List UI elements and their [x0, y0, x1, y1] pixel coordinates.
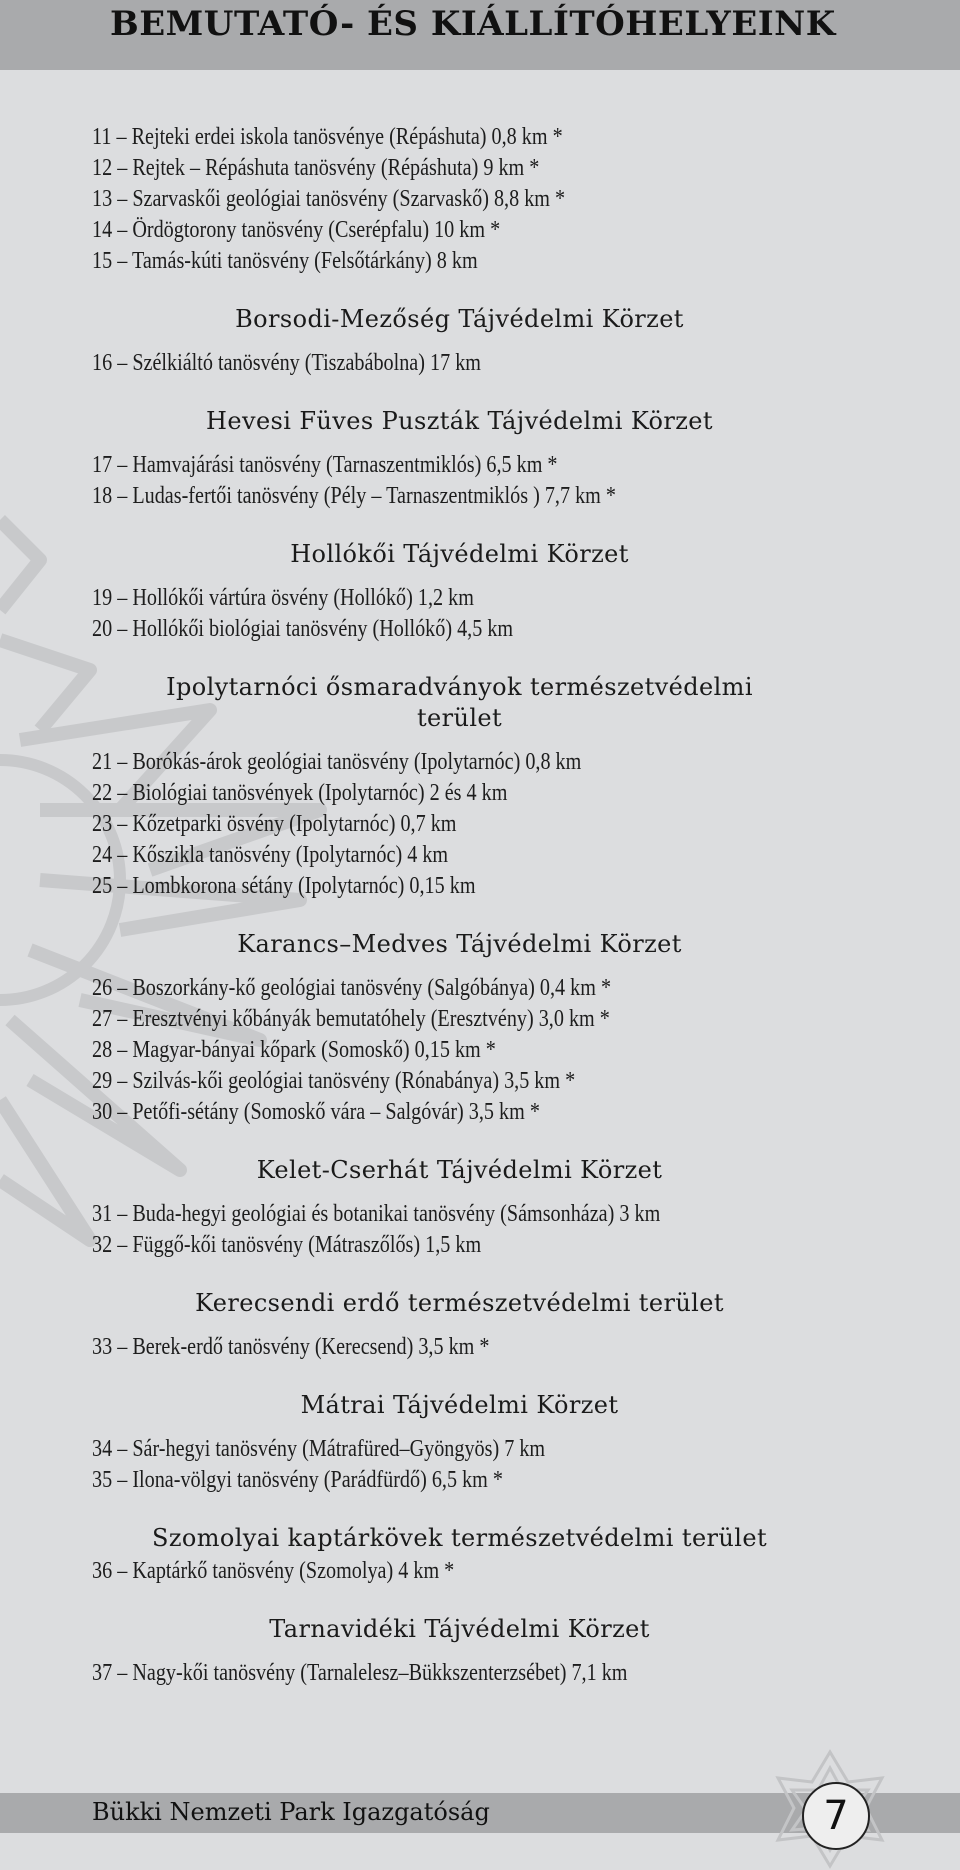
list-item: 33 – Berek-erdő tanösvény (Kerecsend) 3,5 km * — [92, 1334, 490, 1360]
list-item: 11 – Rejteki erdei iskola tanösvénye (Répáshuta) 0,8 km * — [92, 124, 563, 150]
list-item: 32 – Függő-kői tanösvény (Mátraszőlős) 1,5 km — [92, 1232, 482, 1258]
footer-organization: Bükki Nemzeti Park Igazgatóság — [92, 1798, 490, 1826]
section-heading: Hollókői Tájvédelmi Körzet — [290, 540, 629, 568]
list-item: 34 – Sár-hegyi tanösvény (Mátrafüred–Gyöngyös) 7 km — [92, 1436, 546, 1462]
list-item: 30 – Petőfi-sétány (Somoskő vára – Salgóvár) 3,5 km * — [92, 1099, 540, 1125]
list-item: 13 – Szarvaskői geológiai tanösvény (Szarvaskő) 8,8 km * — [92, 186, 566, 212]
section-heading-continued: terület — [416, 704, 503, 732]
section-heading: Ipolytarnóci ősmaradványok természetvédelmi — [166, 673, 753, 701]
section-szomolyai-kaptarkovek — [92, 1523, 912, 1587]
list-item: 21 – Borókás-árok geológiai tanösvény (Ipolytarnóc) 0,8 km — [92, 749, 582, 775]
section-tarnavideki — [92, 1614, 912, 1689]
list-item: 25 – Lombkorona sétány (Ipolytarnóc) 0,15 km — [92, 873, 476, 899]
section-heading: Tarnavidéki Tájvédelmi Körzet — [269, 1615, 650, 1643]
section-heading: Mátrai Tájvédelmi Körzet — [300, 1391, 619, 1419]
list-item: 37 – Nagy-kői tanösvény (Tarnalelesz–Bükkszenterzsébet) 7,1 km — [92, 1660, 628, 1686]
list-item: 12 – Rejtek – Répáshuta tanösvény (Répáshuta) 9 km * — [92, 155, 540, 181]
section-hevesi-fuves-pusztak — [92, 406, 912, 512]
page-number: 7 — [802, 1782, 870, 1850]
section-heading: Hevesi Füves Puszták Tájvédelmi Körzet — [206, 407, 713, 435]
list-item: 29 – Szilvás-kői geológiai tanösvény (Rónabánya) 3,5 km * — [92, 1068, 576, 1094]
page-title: BEMUTATÓ- ÉS KIÁLLÍTÓHELYEINK — [110, 4, 836, 44]
list-item: 26 – Boszorkány-kő geológiai tanösvény (Salgóbánya) 0,4 km * — [92, 975, 612, 1001]
section-heading: Szomolyai kaptárkövek természetvédelmi terület — [151, 1524, 767, 1552]
section-heading: Borsodi-Mezőség Tájvédelmi Körzet — [235, 305, 684, 333]
list-item: 19 – Hollókői vártúra ösvény (Hollókő) 1,2 km — [92, 585, 474, 611]
section-heading: Kelet-Cserhát Tájvédelmi Körzet — [256, 1156, 663, 1184]
section-ipolytarnoc — [92, 672, 912, 902]
list-item: 28 – Magyar-bányai kőpark (Somoskő) 0,15 km * — [92, 1037, 496, 1063]
list-item: 23 – Kőzetparki ösvény (Ipolytarnóc) 0,7 km — [92, 811, 457, 837]
section-bukki — [92, 122, 912, 277]
section-karancs-medves — [92, 929, 912, 1128]
list-item: 15 – Tamás-kúti tanösvény (Felsőtárkány) 8 km — [92, 248, 478, 274]
list-item: 22 – Biológiai tanösvények (Ipolytarnóc) 2 és 4 km — [92, 780, 508, 806]
section-heading: Kerecsendi erdő természetvédelmi terület — [195, 1289, 724, 1317]
list-item: 18 – Ludas-fertői tanösvény (Pély – Tarnaszentmiklós ) 7,7 km * — [92, 483, 616, 509]
list-item: 20 – Hollókői biológiai tanösvény (Hollókő) 4,5 km — [92, 616, 514, 642]
list-item: 27 – Eresztvényi kőbányák bemutatóhely (Eresztvény) 3,0 km * — [92, 1006, 610, 1032]
list-item: 17 – Hamvajárási tanösvény (Tarnaszentmiklós) 6,5 km * — [92, 452, 558, 478]
section-hollokoi — [92, 539, 912, 645]
list-item: 36 – Kaptárkő tanösvény (Szomolya) 4 km * — [92, 1558, 455, 1584]
list-item: 14 – Ördögtorony tanösvény (Cserépfalu) 10 km * — [92, 217, 501, 243]
content — [92, 122, 912, 1689]
section-matrai — [92, 1390, 912, 1496]
section-heading: Karancs–Medves Tájvédelmi Körzet — [237, 930, 682, 958]
section-borsodi-mezoseg — [92, 304, 912, 379]
list-item: 24 – Kőszikla tanösvény (Ipolytarnóc) 4 km — [92, 842, 449, 868]
section-kerecsendi-erdo — [92, 1288, 912, 1363]
section-kelet-cserhat — [92, 1155, 912, 1261]
list-item: 35 – Ilona-völgyi tanösvény (Parádfürdő) 6,5 km * — [92, 1467, 503, 1493]
list-item: 16 – Szélkiáltó tanösvény (Tiszabábolna) 17 km — [92, 350, 481, 376]
list-item: 31 – Buda-hegyi geológiai és botanikai tanösvény (Sámsonháza) 3 km — [92, 1201, 661, 1227]
